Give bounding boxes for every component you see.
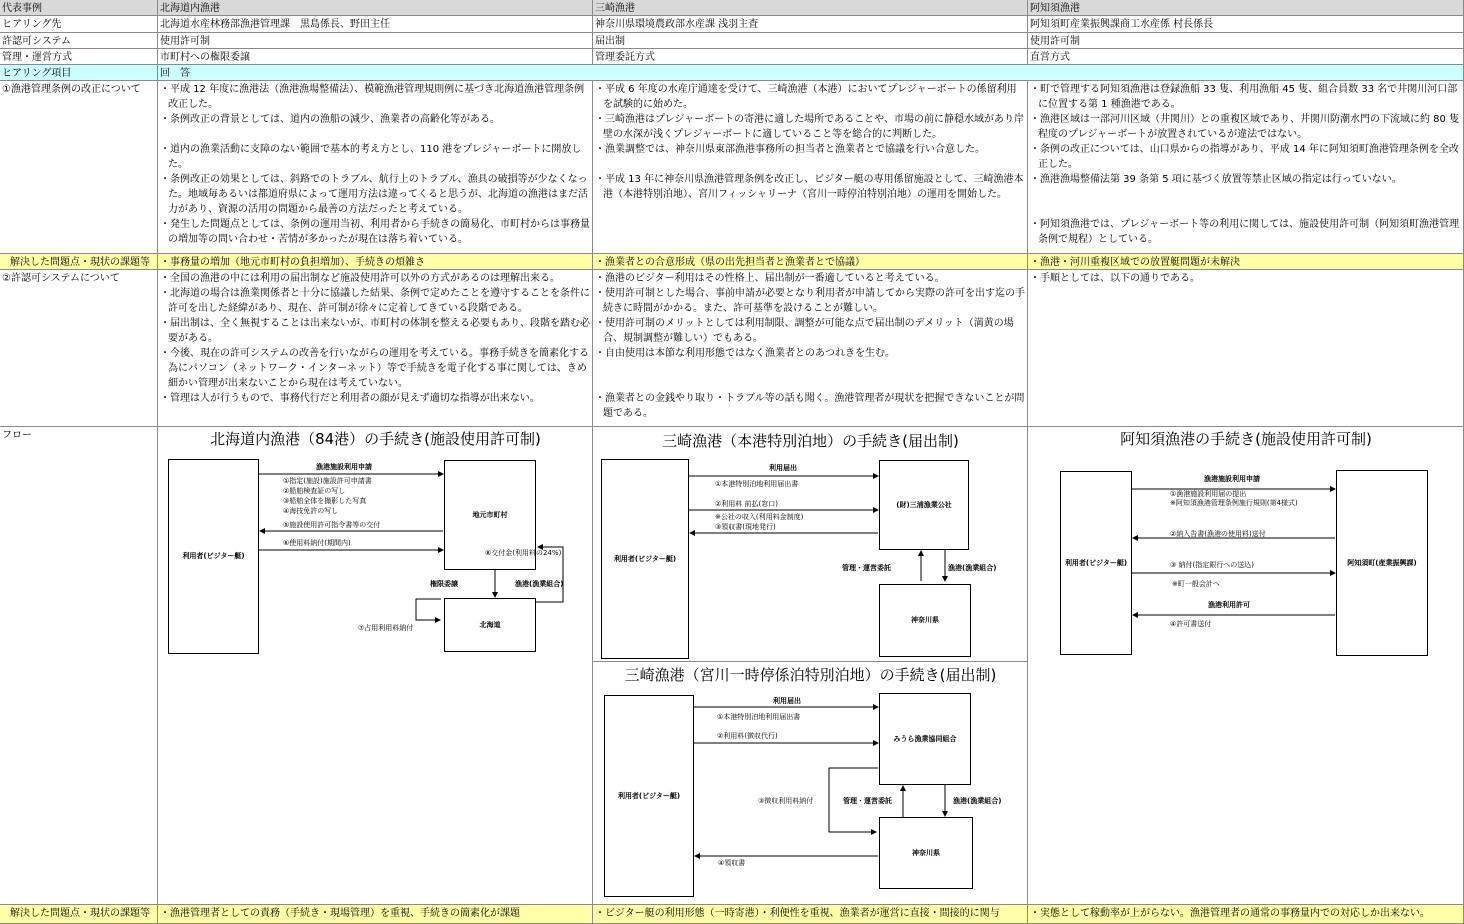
pay-label: ⑦占用利用料納付	[358, 624, 414, 632]
issue2-label-cell	[0, 905, 158, 924]
permit-col2-item: ・使用許可制のメリットとしては利用制限、調整が可能な点で届出制のデメリット（満黄の場合、規制調整が難しい）でもある。	[595, 318, 1014, 344]
permit-system-col2-cell	[593, 33, 1028, 49]
permit-col1-item: ・北海道の場合は漁業関係者と十分に協議した結果、条例で定めたことを遵守することを条件に許可を出した経緯があり、現在、許可制が徐々に定着してきている段階である。	[160, 288, 590, 314]
flow-step: ②船舶検査証の写し	[283, 487, 346, 495]
permit-col1-item: ・届出制は、全く無視することは出来ないが、市町村の体制を整える必要もあり、段階を踏む必要がある。	[160, 318, 590, 344]
flow-step: ③ 納付(指定銀行への送込)	[1170, 561, 1254, 569]
hearing-target-col1: 北海道水産林務部漁港管理課 黒島係長、野田主任	[160, 19, 390, 30]
issue1-label-cell	[0, 254, 158, 270]
flow-step: ②納入告書(漁港の使用料)送付	[1170, 530, 1266, 538]
hearing-items-answer-cell	[158, 65, 1464, 81]
ordinance-col1-item: ・平成 12 年度に漁港法（漁港漁場整備法）、模範漁港管理規則例に基づき北海道漁港管理条例改正した。	[160, 84, 585, 110]
hearing-target-label-cell	[0, 16, 158, 33]
management-col3: 直営方式	[1030, 52, 1070, 63]
flow-step: ①指定(施設)施設許可申請書	[283, 477, 372, 485]
flow-step: ⑤施設使用許可指令書等の交付	[283, 521, 381, 529]
permit-col2-item: ・漁港のビジター利用はその性格上、届出制が一番適していると考えている。	[595, 273, 945, 284]
issue2-label: 解決した問題点・現状の課題等	[10, 908, 150, 919]
ordinance-col1-item	[160, 127, 590, 142]
flow-diagram-misaki-main	[593, 427, 1028, 661]
town-box: 阿知須町(産業振興課)	[1336, 470, 1428, 656]
flow-step: ①本港特別泊地利用届出書	[717, 713, 801, 721]
ordinance-col3-item: ・阿知須漁港では、プレジャーボート等の利用に関しては、施設使用許可制（阿知須町漁港管理条例で規程）としている。	[1030, 219, 1460, 245]
permit-system-label-cell	[0, 33, 158, 49]
top-label: 漁港施設利用申請	[1204, 475, 1260, 483]
permit-col1-item: ・全国の漁港の中には利用の届出制など施設使用許可以外の方式があるのは理解出来る。	[160, 273, 560, 284]
permit-section-col2-cell	[593, 270, 1028, 427]
hearing-target-col1-cell	[158, 16, 593, 33]
issue1-col3: ・漁港・河川重複区域での放置艇問題が未解決	[1030, 257, 1240, 268]
top-label: 漁港施設利用申請	[316, 463, 372, 471]
flow-label: フロー	[2, 430, 32, 441]
flow-label-cell	[0, 427, 158, 905]
city-box: 地元市町村	[444, 460, 536, 570]
permit-system-col1-cell	[158, 33, 593, 49]
flow-step: ②利用料 前払(窓口)	[715, 500, 778, 508]
ordinance-col2-item: ・漁業調整では、神奈川県東部漁港事務所の担当者と漁業者とで協議を行い合意した。	[595, 144, 985, 155]
diagram-title: 三崎漁港（本港特別泊地）の手続き(届出制)	[662, 432, 959, 450]
management-col1-cell	[158, 49, 593, 65]
permit-label: 漁港利用許可	[1208, 601, 1250, 609]
mgmt-label: 管理・運営委託	[842, 564, 891, 572]
flow-step: ①漁港施設利用届の提出	[1170, 490, 1247, 498]
mgmt-label: 管理・運営委託	[843, 797, 892, 805]
diagram-title: 北海道内漁港（84港）の手続き(施設使用許可制)	[210, 430, 541, 448]
pay-label: ③徴収利用料納付	[758, 797, 814, 805]
fishery-label: 漁港(漁業組合)	[953, 797, 1002, 805]
flow-step: ④海技免許の写し	[283, 507, 339, 515]
header-label-cell	[0, 0, 158, 16]
management-col2: 管理委託方式	[595, 52, 655, 63]
gov-box: 北海道	[444, 598, 536, 652]
header-col2-cell	[593, 0, 1028, 16]
flow-diagram-ajisu	[1028, 427, 1464, 667]
diagram-title: 三崎漁港（宮川一時停係泊特別泊地）の手続き(届出制)	[624, 666, 997, 684]
flow-diagram-misaki-miyagawa	[593, 662, 1028, 905]
flow-step: ※公社の収入(利用料金制度)	[715, 513, 804, 521]
issue1-label: 解決した問題点・現状の課題等	[10, 257, 150, 268]
hearing-items-answer: 回 答	[160, 68, 190, 79]
issue1-col2: ・漁業者との合意形成（県の出先担当者と漁業者とで協議）	[595, 257, 865, 268]
ordinance-col1-item: ・発生した問題点としては、条例の運用当初、利用者から手続きの簡易化、市町村からは事務量の増加等の問い合わせ・苦情が多かったが現在は落ち着いている。	[160, 219, 590, 245]
coop-box: みうら漁業協同組合	[879, 693, 971, 785]
user-box: 利用者(ビジター艇)	[601, 459, 689, 659]
issue2-col3-cell	[1028, 905, 1464, 924]
permit-col2-item: ・使用許可制とした場合、事前申請が必要となり利用者が申請してから実際の許可を出す迄の手続きに時間がかかる。また、許可基準を設けることが難しい。	[595, 288, 1025, 314]
user-box: 利用者(ビジター艇)	[1060, 471, 1132, 655]
ordinance-col3-cell	[1028, 81, 1464, 254]
hearing-target-col3: 阿知須町産業振興課商工水産係 村長係長	[1030, 19, 1214, 30]
ordinance-col3-item	[1030, 202, 1461, 217]
permit-col2-item	[595, 376, 1025, 391]
permit-system-col1: 使用許可制	[160, 36, 210, 47]
diagram-title: 阿知須漁港の手続き(施設使用許可制)	[1120, 430, 1372, 448]
hearing-target-col2-cell	[593, 16, 1028, 33]
corp-box: (財)三浦漁業公社	[879, 460, 969, 550]
issue2-col3: ・実態として稼動率が上がらない。漁港管理者の通常の事務量内での対応しか出来ない。	[1030, 908, 1430, 919]
permit-col3-item: ・手順としては、以下の通りである。	[1030, 273, 1200, 284]
permit-step: ④許可書送付	[1170, 620, 1212, 628]
permit-system-col3-cell	[1028, 33, 1464, 49]
ordinance-col2-item	[595, 157, 1025, 172]
ordinance-col2-cell	[593, 81, 1028, 254]
header-label: 代表事例	[2, 3, 42, 14]
ordinance-col3-item	[1030, 187, 1461, 202]
ordinance-col1-item: ・条例改正の効果としては、斜路でのトラブル、航行上のトラブル、漁具の破損等が少なくなった。地域毎あるいは都道府県によって運用方法は違ってくると思うが、北海道の漁港はまだ活力があり、資源の活用の問題から最善の方法だったと考えている。	[160, 174, 588, 215]
pref-box: 神奈川県	[879, 584, 971, 657]
permit-system-col3: 使用許可制	[1030, 36, 1080, 47]
permit-col1-item: ・今後、現在の許可システムの改善を行いながらの運用を考えている。事務手続きを簡素化する為にパソコン（ネットワーク・インターネット）等で手続きを電子化する事に関しては、きめ細かい管理が出来ないことから現在は考えていない。	[160, 348, 589, 389]
permit-col1-item: ・管理は人が行うもので、事務代行だと利用者の顔が見えず適切な指導が出来ない。	[160, 393, 540, 404]
management-col3-cell	[1028, 49, 1464, 65]
hearing-target-col2: 神奈川県環境農政部水産課 浅羽主査	[595, 19, 759, 30]
flow-step: ③船舶全体を撮影した写真	[283, 497, 367, 505]
issue2-col2: ・ビジター艇の利用形態（一時寄港）・利便性を重視、漁業者が運営に直接・間接的に関与	[595, 908, 1000, 919]
hearing-target-label: ヒアリング先	[2, 19, 62, 30]
ordinance-col3-item: ・漁港漁場整備法第 39 条第 5 項に基づく放置等禁止区域の指定は行っていない。	[1030, 174, 1402, 185]
issue1-col2-cell	[593, 254, 1028, 270]
issue1-col1: ・事務量の増加（地元市町村の負担増加）、手続きの煩雑さ	[160, 257, 425, 268]
flow-diagram-hokkaido	[158, 427, 593, 667]
ordinance-col1-item: ・条例改正の背景としては、道内の漁船の減少、漁業者の高齢化等がある。	[160, 114, 500, 125]
header-col3: 阿知須漁港	[1030, 3, 1080, 14]
delegate-label: 権限委譲	[430, 580, 458, 588]
flow-step: ③領収書(現地発行)	[715, 523, 776, 531]
permit-section-col3-cell	[1028, 270, 1464, 427]
ordinance-label: ①漁港管理条例の改正について	[2, 84, 141, 95]
ordinance-col1-item: ・道内の漁業活動に支障のない範囲で基本的考え方とし、110 港をプレジャーボートに開放した。	[160, 144, 582, 170]
ordinance-col3-item: ・条例の改正については、山口県からの指導があり、平成 14 年に阿知須町漁港管理条例を全改正した。	[1030, 144, 1459, 170]
issue2-col2-cell	[593, 905, 1028, 924]
ordinance-col2-item: ・三崎漁港はプレジャーボートの寄港に適した場所であることや、市場の前に静穏水域があり岸壁の水深が浅くプレジャーボートに適していること等を総合的に判断した。	[595, 114, 1024, 140]
pref-box: 神奈川県	[879, 817, 973, 889]
fishery-label: 漁港(漁業組合)	[948, 564, 997, 572]
issue2-col1: ・漁港管理者としての責務（手続き・現場管理）を重視、手続きの簡素化が課題	[160, 908, 520, 919]
permit-system-label: 許認可システム	[2, 36, 71, 47]
ordinance-col2-item: ・平成 13 年に神奈川県漁港管理条例を改正し、ビジター艇の専用係留施設として、三崎漁港本港（本港特別泊地）、宮川フィッシャリーナ（宮川一時停泊特別泊地）の運用を開始した。	[595, 174, 1024, 200]
issue1-col1-cell	[158, 254, 593, 270]
flow-step: ②利用料(徴収代行)	[717, 732, 778, 740]
hearing-items-label-cell	[0, 65, 158, 81]
flow-step: ①本港特別泊地利用届出書	[715, 480, 799, 488]
top-label: 利用届出	[769, 464, 797, 472]
header-col1-cell	[158, 0, 593, 16]
fee-label: ⑧交付金(利用料の24%)	[485, 549, 562, 557]
flow-step: ⑥使用料納付(期間内)	[283, 539, 351, 547]
issue1-col3-cell	[1028, 254, 1464, 270]
user-box: 利用者(ビジター艇)	[168, 459, 259, 654]
management-label-cell	[0, 49, 158, 65]
permit-col2-item: ・自由使用は本節な利用形態ではなく漁業者とのあつれきを生む。	[595, 348, 895, 359]
ordinance-col3-item: ・漁港区域は一部河川区域（井関川）との重複区域であり、井関川防潮水門の下流域に約 80 隻程度のプレジャーボートが放置されているが違法ではない。	[1030, 114, 1460, 140]
permit-system-col2: 届出制	[595, 36, 625, 47]
user-box: 利用者(ビジター艇)	[604, 695, 694, 897]
permit-col2-item	[595, 361, 1025, 376]
header-col2: 三崎漁港	[595, 3, 635, 14]
ordinance-col1-cell	[158, 81, 593, 254]
header-col1: 北海道内漁港	[160, 3, 220, 14]
header-col3-cell	[1028, 0, 1464, 16]
management-label: 管理・運営方式	[2, 52, 72, 63]
permit-col2-item: ・漁業者との金銭やり取り・トラブル等の話も聞く。漁港管理者が現状を把握できないことが問題である。	[595, 393, 1025, 419]
top-label: 利用届出	[773, 697, 801, 705]
permit-section-label-cell	[0, 270, 158, 427]
receipt-label: ④領収書	[718, 859, 746, 867]
hearing-target-col3-cell	[1028, 16, 1464, 33]
permit-section-label: ②許認可システムについて	[2, 273, 120, 284]
ordinance-label-cell	[0, 81, 158, 254]
management-col2-cell	[593, 49, 1028, 65]
flow-step: ※阿知須漁港管理条例施行規則(第4様式)	[1170, 499, 1298, 507]
fishery-label: 漁港(漁業組合)	[515, 580, 564, 588]
permit-section-col1-cell	[158, 270, 593, 427]
hearing-items-label: ヒアリング項目	[2, 68, 72, 79]
ordinance-col2-item: ・平成 6 年度の水産庁通達を受けて、三崎漁港（本港）においてプレジャーボートの係留利用を試験的に始めた。	[595, 84, 1017, 110]
management-col1: 市町村への権限委譲	[160, 52, 250, 63]
ordinance-col3-item: ・町で管理する阿知須漁港は登録漁船 33 隻、利用漁船 45 隻、組合員数 33 名で井関川河口部に位置する第 1 種漁港である。	[1030, 84, 1458, 110]
issue2-col1-cell	[158, 905, 593, 924]
flow-step: ※町一般会計へ	[1172, 580, 1220, 588]
